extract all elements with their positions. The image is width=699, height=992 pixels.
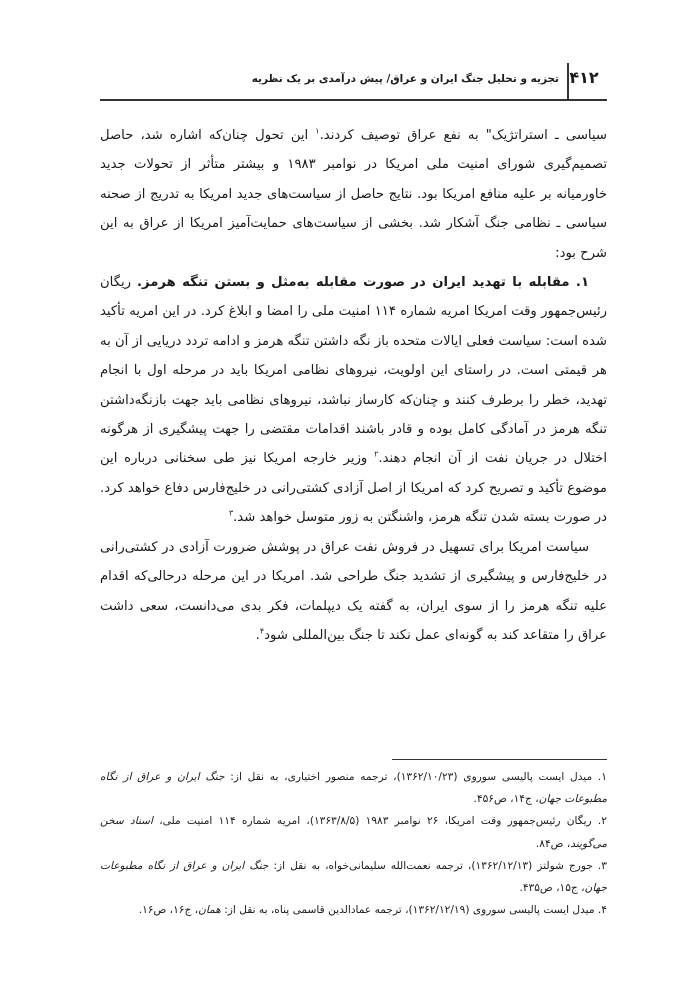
- paragraph-2: [100, 268, 607, 533]
- footnote-3: [100, 855, 607, 899]
- footnote-ref-3[interactable]: ۳: [228, 508, 234, 518]
- footnote-3-text: ۳. جورج شولتز (۱۳۶۲/۱۲/۱۳)، ترجمه نعمت‌الله سلیمانی‌خواه، به نقل از:: [268, 859, 607, 872]
- footnote-separator: [392, 759, 607, 760]
- footnote-ref-4[interactable]: ۴: [259, 626, 265, 636]
- footnote-2: [100, 810, 607, 854]
- footnote-2-text: ۲. ریگان رئیس‌جمهور وقت امریکا، ۲۶ نوامبر ۱۹۸۳ (۱۳۶۳/۸/۵)، امریه شماره ۱۱۴ امنیت ملی،: [153, 815, 607, 828]
- header-vertical-divider: [567, 63, 569, 99]
- footnote-2-ref: ، ص۸۴.: [535, 837, 571, 850]
- header-rule: [100, 99, 607, 101]
- footnote-2-source: اسناد سخن می‌گویند: [100, 815, 607, 850]
- paragraph-1: [100, 121, 607, 268]
- section-heading-1: ۱. مقابله با تهدید ایران در صورت مقابله به‌مثل و بستن تنگه هرمز.: [137, 275, 589, 291]
- paragraph-3-a: سیاست امریکا برای تسهیل در فروش نفت عراق در پوشش ضرورت آزادی در کشتی‌رانی در خلیج‌فارس و پیشگیری از تشدید جنگ طراحی شد. امریکا در این مرحله درحالی‌که اقدام علیه تنگه هرمز را از سوی ایران، به گفته یک دیپلمات، فکر بدی می‌دانست، سعی داشت عراق را متقاعد کند به گونه‌ای عمل نکند تا جنگ بین‌المللی شود: [100, 539, 607, 643]
- running-title: تجزیه و تحلیل جنگ ایران و عراق/ پیش درآمدی بر یک نظریه: [251, 73, 559, 85]
- paragraph-3-b: .: [255, 627, 260, 643]
- footnote-4-source: همان: [198, 904, 221, 917]
- paragraph-3: [100, 533, 607, 651]
- footnote-4: [100, 899, 607, 921]
- footnote-1-text: ۱. میدل ایست پالیسی سوروی (۱۳۶۲/۱۰/۲۳)، ترجمه منصور اختیاری، به نقل از:: [224, 771, 607, 783]
- footnote-ref-1[interactable]: ۱: [315, 126, 320, 136]
- paragraph-1-a: سیاسی ـ استراتژیک" به نفع عراق توصیف کردند.: [319, 128, 607, 143]
- footnote-4-ref: ، ج۱۶، ص۱۶.: [138, 904, 199, 917]
- paragraph-2-b: وزیر خارجه امریکا نیز طی سخنانی درباره این موضوع تأکید و تصریح کرد که امریکا از اصل آزادی کشتی‌رانی در خلیج‌فارس دفاع خواهد کرد. در صورت بسته شدن تنگه هرمز، واشنگتن به زور متوسل خواهد شد.: [100, 451, 607, 526]
- footnote-3-ref: ، ج۱۵، ص۴۳۵.: [519, 882, 585, 895]
- footnote-4-text: ۴. میدل ایست پالیسی سوروی (۱۳۶۲/۱۲/۱۹)، ترجمه عمادالدین قاسمی پناه، به نقل از:: [220, 904, 607, 917]
- footnotes: [100, 766, 607, 921]
- footnote-1-source: جنگ ایران و عراق از نگاه مطبوعات جهان: [100, 771, 607, 806]
- page-number: ۴۱۲: [569, 68, 599, 87]
- body-text: [100, 121, 607, 650]
- footnote-3-source: جنگ ایران و عراق از نگاه مطبوعات جهان: [100, 859, 607, 895]
- paragraph-1-b: این تحول چنان‌که اشاره شد، حاصل تصمیم‌گیری شورای امنیت ملی امریکا در نوامبر ۱۹۸۳ و بیشتر متأثر از تحولات جدید خاورمیانه بر علیه منافع امریکا بود. نتایج حاصل از سیاست‌های جدید امریکا به تدریج از صحنه سیاسی ـ نظامی جنگ آشکار شد. بخشی از سیاست‌های حمایت‌آمیز امریکا از عراق به این شرح بود:: [100, 128, 607, 261]
- paragraph-2-a: ریگان رئیس‌جمهور وقت امریکا امریه شماره ۱۱۴ امنیت ملی را امضا و ابلاغ کرد. در این امریه تأکید شده است: سیاست فعلی ایالات متحده باز نگه داشتن تنگه هرمز و ادامه تردد دریایی از آن به هر قیمتی است. در راستای این اولویت، نیروهای نظامی امریکا باید در مرحله اول با انجام تهدید، خطر را برطرف کنند و چنان‌که کارساز نباشد، نیروهای نظامی باید جهت بازنگه‌داشتن تنگه هرمز در آمادگی کامل بوده و قادر باشند اقدامات مقتضی را جهت پیشگیری از هرگونه اختلال در جریان نفت از آن انجام دهند.: [100, 275, 608, 467]
- footnote-1: [100, 766, 607, 810]
- footnote-1-ref: ، ج۱۴، ص۴۵۶.: [473, 793, 539, 806]
- footnote-ref-2[interactable]: ۲: [374, 450, 379, 460]
